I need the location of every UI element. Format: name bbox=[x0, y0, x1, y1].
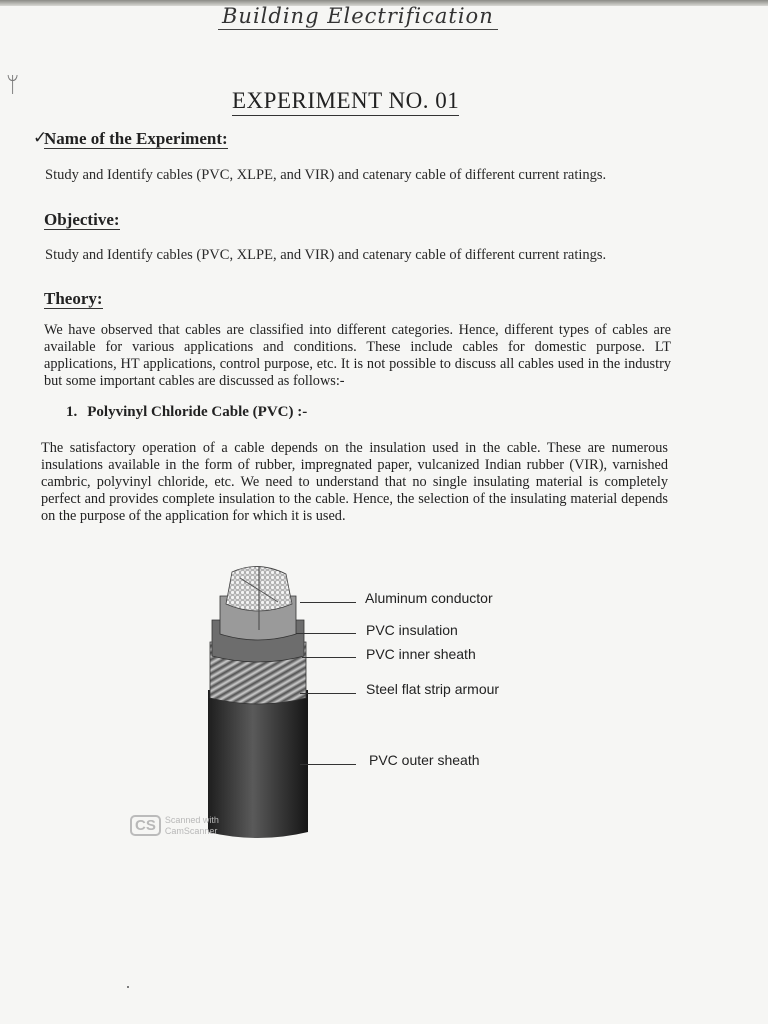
label-pvc-outer-sheath: PVC outer sheath bbox=[369, 752, 480, 768]
label-pvc-insulation: PVC insulation bbox=[366, 622, 458, 638]
leader-line-insulation bbox=[296, 633, 356, 634]
watermark-text: Scanned with CamScanner bbox=[164, 815, 219, 836]
tick-mark-icon: ✓ bbox=[33, 128, 48, 147]
camscanner-logo-icon: CS bbox=[130, 815, 161, 836]
leader-line-armour bbox=[300, 693, 356, 694]
leader-line-outer-sheath bbox=[300, 764, 356, 765]
heading-name-of-experiment: Name of the Experiment: bbox=[44, 129, 228, 148]
heading-objective: Objective: bbox=[44, 210, 120, 229]
pvc-paragraph: The satisfactory operation of a cable depends on the insulation used in the cable. These are numerous insulations available in the form of rubber, impregnated paper, vulcanized Indian rubber (VIR), varnished cambric, polyvinyl chloride, etc. We need to understand that no single insulating material is completely perfect and provides complete insulation to the cable. Hence, the selection of the insulating material depends on the purpose of the application for which it is used. bbox=[41, 440, 668, 524]
camscanner-watermark bbox=[130, 815, 219, 837]
list-item-pvc bbox=[66, 404, 307, 421]
outer-sheath-shape bbox=[208, 690, 308, 838]
pen-mark-icon: ᛘ bbox=[6, 72, 20, 97]
label-pvc-inner-sheath: PVC inner sheath bbox=[366, 646, 476, 662]
leader-line-conductor bbox=[300, 602, 356, 603]
heading-theory: Theory: bbox=[44, 289, 103, 308]
experiment-name-text: Study and Identify cables (PVC, XLPE, and VIR) and catenary cable of different current ratings. bbox=[45, 167, 607, 183]
scan-speck bbox=[127, 986, 129, 988]
label-aluminum-conductor: Aluminum conductor bbox=[365, 590, 493, 606]
leader-line-inner-sheath bbox=[302, 657, 356, 658]
label-steel-armour: Steel flat strip armour bbox=[366, 681, 500, 697]
page-title: EXPERIMENT NO. 01 bbox=[232, 88, 459, 116]
theory-paragraph: We have observed that cables are classified into different categories. Hence, different types of cables are available for various applications and conditions. These include cables for domestic purpose. LT applications, HT applications, control purpose, etc. It is not possible to discuss all cables used in the industry but some important cables are discussed as follows:- bbox=[44, 322, 671, 389]
handwritten-subject: Building Electrification bbox=[218, 4, 498, 30]
list-number: 1. bbox=[66, 404, 78, 420]
list-item-label: Polyvinyl Chloride Cable (PVC) :- bbox=[87, 404, 308, 420]
objective-text: Study and Identify cables (PVC, XLPE, and VIR) and catenary cable of different current ratings. bbox=[45, 247, 607, 263]
